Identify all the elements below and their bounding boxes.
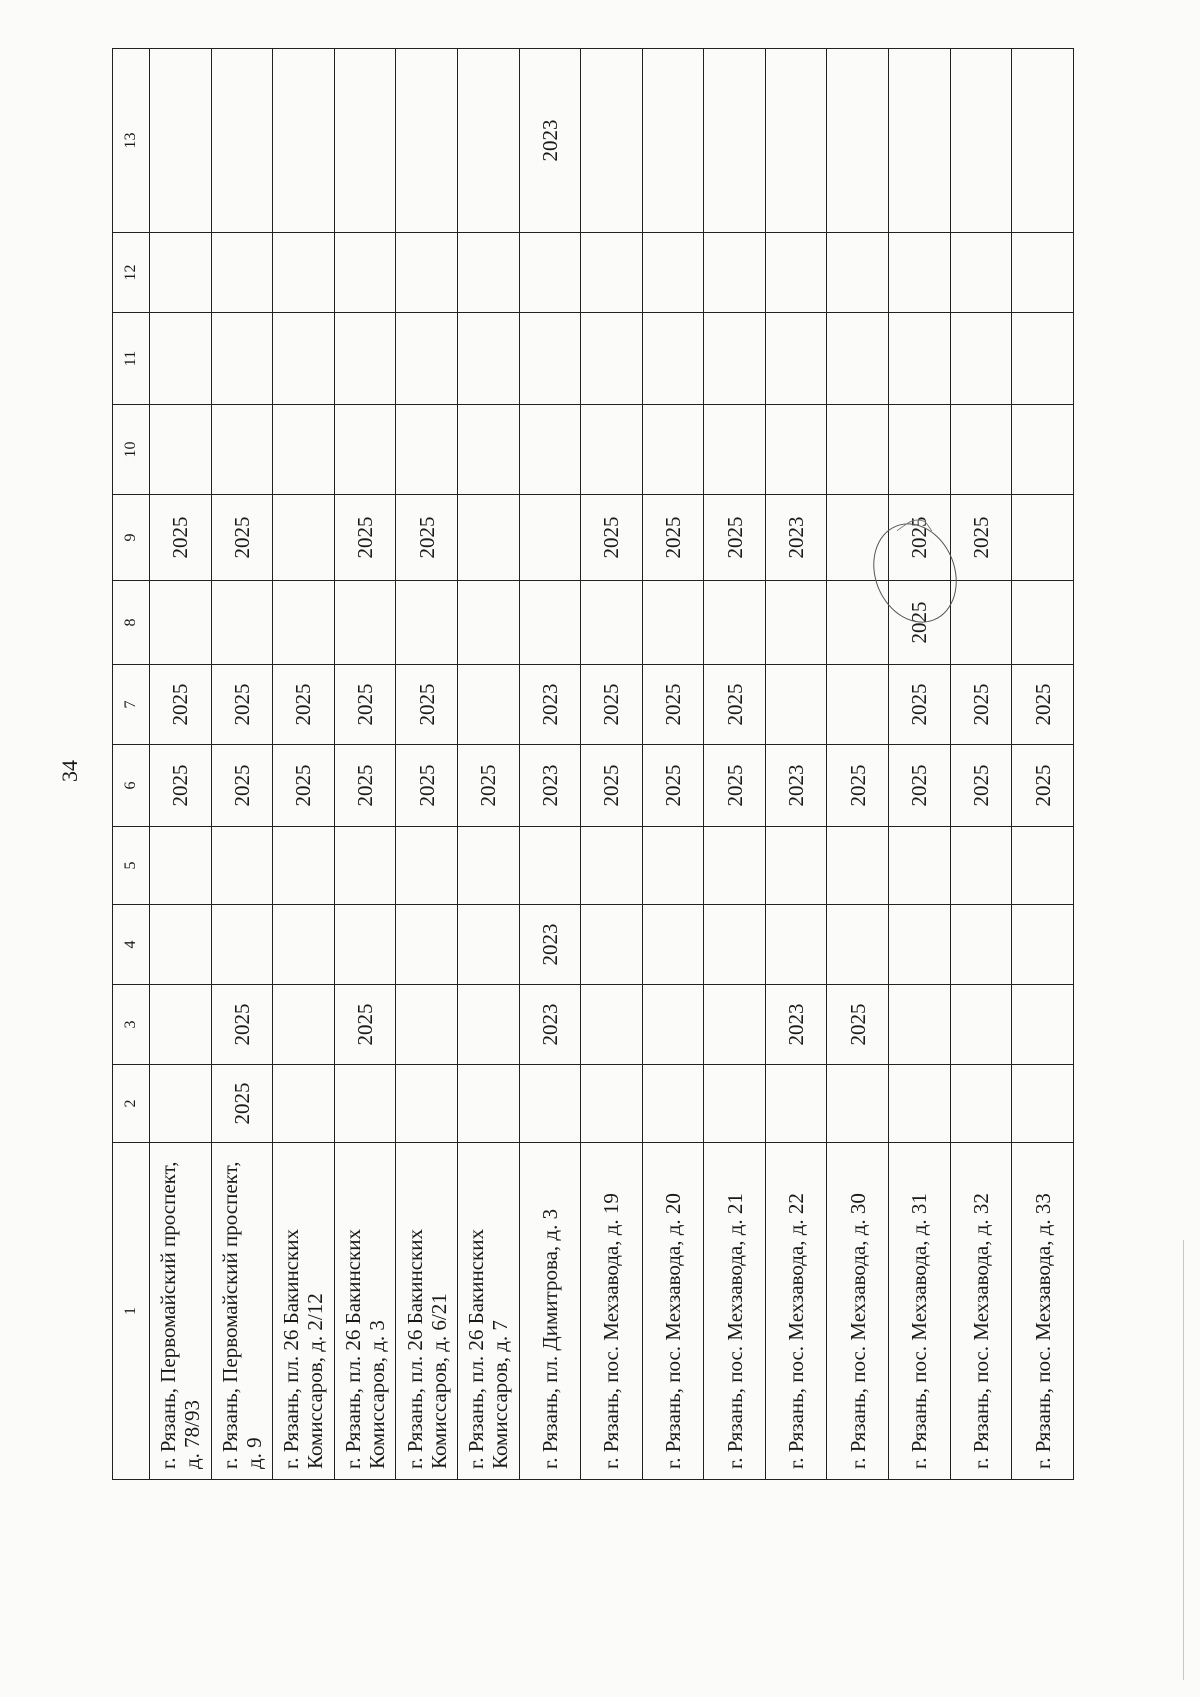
year-cell-col-5	[273, 827, 335, 905]
year-cell-col-12	[149, 233, 211, 313]
year-cell-col-3: 2025	[334, 985, 396, 1065]
table-row	[1012, 49, 1074, 1480]
year-cell-col-13	[642, 49, 704, 233]
table-row	[273, 49, 335, 1480]
year-cell-col-6: 2025	[642, 745, 704, 827]
year-cell-col-2	[519, 1065, 581, 1143]
year-cell-col-8	[1012, 581, 1074, 665]
year-cell-col-11	[149, 313, 211, 405]
year-cell-col-7: 2025	[642, 665, 704, 745]
year-cell-col-12	[457, 233, 519, 313]
year-cell-col-5	[827, 827, 889, 905]
column-number-7: 7	[113, 665, 150, 745]
year-cell-col-2	[827, 1065, 889, 1143]
year-cell-col-8	[950, 581, 1012, 665]
column-number-8: 8	[113, 581, 150, 665]
year-cell-col-4: 2023	[519, 905, 581, 985]
year-cell-col-9: 2025	[149, 495, 211, 581]
year-cell-col-2	[581, 1065, 643, 1143]
year-cell-col-8	[765, 581, 827, 665]
address-cell: г. Рязань, пл. 26 Бакинских Комиссаров, д. 3	[334, 1143, 396, 1480]
year-cell-col-6: 2025	[273, 745, 335, 827]
year-cell-col-6: 2025	[950, 745, 1012, 827]
year-cell-col-6: 2023	[765, 745, 827, 827]
year-cell-col-8	[581, 581, 643, 665]
year-cell-col-13	[211, 49, 273, 233]
year-cell-col-10	[1012, 405, 1074, 495]
year-cell-col-13	[457, 49, 519, 233]
table-row	[457, 49, 519, 1480]
address-cell: г. Рязань, пос. Мехзавода, д. 32	[950, 1143, 1012, 1480]
address-cell: г. Рязань, пос. Мехзавода, д. 33	[1012, 1143, 1074, 1480]
year-cell-col-2	[149, 1065, 211, 1143]
year-cell-col-9	[519, 495, 581, 581]
year-cell-col-2	[765, 1065, 827, 1143]
year-cell-col-12	[642, 233, 704, 313]
year-cell-col-6: 2025	[334, 745, 396, 827]
year-cell-col-2	[273, 1065, 335, 1143]
year-cell-col-7: 2025	[334, 665, 396, 745]
table-row	[950, 49, 1012, 1480]
address-cell: г. Рязань, Первомайский проспект, д. 78/93	[149, 1143, 211, 1480]
table-row	[211, 49, 273, 1480]
year-cell-col-13	[396, 49, 458, 233]
year-cell-col-6: 2025	[1012, 745, 1074, 827]
year-cell-col-10	[519, 405, 581, 495]
year-cell-col-7: 2025	[211, 665, 273, 745]
column-number-1: 1	[113, 1143, 150, 1480]
address-cell: г. Рязань, пос. Мехзавода, д. 20	[642, 1143, 704, 1480]
table-row	[149, 49, 211, 1480]
year-cell-col-8: 2025	[889, 581, 951, 665]
year-cell-col-7: 2025	[273, 665, 335, 745]
year-cell-col-2	[1012, 1065, 1074, 1143]
year-cell-col-8	[519, 581, 581, 665]
year-cell-col-2: 2025	[211, 1065, 273, 1143]
year-cell-col-4	[149, 905, 211, 985]
year-cell-col-4	[1012, 905, 1074, 985]
table-row	[889, 49, 951, 1480]
year-cell-col-7	[827, 665, 889, 745]
column-number-11: 11	[113, 313, 150, 405]
year-cell-col-9	[827, 495, 889, 581]
year-cell-col-12	[273, 233, 335, 313]
year-cell-col-12	[396, 233, 458, 313]
year-cell-col-8	[334, 581, 396, 665]
year-cell-col-11	[211, 313, 273, 405]
year-cell-col-10	[211, 405, 273, 495]
year-cell-col-8	[149, 581, 211, 665]
year-cell-col-12	[765, 233, 827, 313]
year-cell-col-9: 2023	[765, 495, 827, 581]
table-row	[581, 49, 643, 1480]
column-number-6: 6	[113, 745, 150, 827]
year-cell-col-13: 2023	[519, 49, 581, 233]
year-cell-col-10	[827, 405, 889, 495]
year-cell-col-3	[704, 985, 766, 1065]
year-cell-col-8	[827, 581, 889, 665]
address-cell: г. Рязань, пос. Мехзавода, д. 31	[889, 1143, 951, 1480]
year-cell-col-6: 2025	[704, 745, 766, 827]
year-cell-col-2	[396, 1065, 458, 1143]
year-cell-col-2	[950, 1065, 1012, 1143]
address-cell: г. Рязань, пос. Мехзавода, д. 22	[765, 1143, 827, 1480]
year-cell-col-6: 2025	[889, 745, 951, 827]
year-cell-col-7: 2025	[581, 665, 643, 745]
year-cell-col-4	[889, 905, 951, 985]
year-cell-col-12	[334, 233, 396, 313]
column-number-row	[113, 49, 150, 1480]
year-cell-col-7: 2023	[519, 665, 581, 745]
year-cell-col-9: 2025	[950, 495, 1012, 581]
year-cell-col-3: 2025	[211, 985, 273, 1065]
year-cell-col-13	[581, 49, 643, 233]
year-cell-col-11	[704, 313, 766, 405]
year-cell-col-2	[889, 1065, 951, 1143]
year-cell-col-8	[642, 581, 704, 665]
year-cell-col-10	[581, 405, 643, 495]
year-cell-col-2	[334, 1065, 396, 1143]
year-cell-col-5	[211, 827, 273, 905]
year-cell-col-5	[950, 827, 1012, 905]
year-cell-col-6: 2025	[581, 745, 643, 827]
year-cell-col-2	[704, 1065, 766, 1143]
rotated-table-wrapper	[112, 49, 1074, 1480]
year-cell-col-8	[457, 581, 519, 665]
year-cell-col-7: 2025	[1012, 665, 1074, 745]
year-cell-col-6: 2025	[396, 745, 458, 827]
year-cell-col-12	[581, 233, 643, 313]
address-cell: г. Рязань, пл. 26 Бакинских Комиссаров, д. 7	[457, 1143, 519, 1480]
year-cell-col-12	[889, 233, 951, 313]
year-cell-col-3	[273, 985, 335, 1065]
address-cell: г. Рязань, пос. Мехзавода, д. 21	[704, 1143, 766, 1480]
year-cell-col-10	[704, 405, 766, 495]
year-cell-col-11	[457, 313, 519, 405]
year-cell-col-5	[519, 827, 581, 905]
year-cell-col-9: 2025	[642, 495, 704, 581]
year-cell-col-10	[149, 405, 211, 495]
table-row	[396, 49, 458, 1480]
year-cell-col-12	[519, 233, 581, 313]
year-cell-col-12	[1012, 233, 1074, 313]
year-cell-col-5	[457, 827, 519, 905]
year-cell-col-3	[950, 985, 1012, 1065]
year-cell-col-4	[396, 905, 458, 985]
column-number-13: 13	[113, 49, 150, 233]
year-cell-col-5	[1012, 827, 1074, 905]
table-row	[334, 49, 396, 1480]
year-cell-col-5	[765, 827, 827, 905]
year-cell-col-11	[519, 313, 581, 405]
column-number-10: 10	[113, 405, 150, 495]
year-cell-col-9: 2025	[211, 495, 273, 581]
year-cell-col-5	[334, 827, 396, 905]
year-cell-col-3	[457, 985, 519, 1065]
year-cell-col-9: 2025	[581, 495, 643, 581]
year-cell-col-11	[273, 313, 335, 405]
year-cell-col-8	[273, 581, 335, 665]
address-cell: г. Рязань, пл. 26 Бакинских Комиссаров, д. 2/12	[273, 1143, 335, 1480]
year-cell-col-11	[396, 313, 458, 405]
year-cell-col-8	[396, 581, 458, 665]
year-cell-col-3: 2023	[519, 985, 581, 1065]
year-cell-col-10	[889, 405, 951, 495]
address-cell: г. Рязань, пл. Димитрова, д. 3	[519, 1143, 581, 1480]
year-cell-col-10	[642, 405, 704, 495]
year-cell-col-12	[211, 233, 273, 313]
year-cell-col-2	[642, 1065, 704, 1143]
year-cell-col-8	[704, 581, 766, 665]
year-cell-col-12	[827, 233, 889, 313]
year-cell-col-9: 2025	[334, 495, 396, 581]
column-number-12: 12	[113, 233, 150, 313]
year-cell-col-5	[581, 827, 643, 905]
address-cell: г. Рязань, пл. 26 Бакинских Комиссаров, д. 6/21	[396, 1143, 458, 1480]
year-cell-col-4	[211, 905, 273, 985]
year-cell-col-9: 2025	[396, 495, 458, 581]
year-cell-col-3: 2023	[765, 985, 827, 1065]
page-number: 34	[57, 760, 82, 782]
year-cell-col-7: 2025	[704, 665, 766, 745]
year-cell-col-7: 2025	[889, 665, 951, 745]
year-cell-col-13	[889, 49, 951, 233]
year-cell-col-8	[211, 581, 273, 665]
year-cell-col-13	[765, 49, 827, 233]
year-cell-col-11	[1012, 313, 1074, 405]
table-row	[519, 49, 581, 1480]
year-cell-col-3	[642, 985, 704, 1065]
year-cell-col-11	[950, 313, 1012, 405]
year-cell-col-13	[149, 49, 211, 233]
address-cell: г. Рязань, пос. Мехзавода, д. 19	[581, 1143, 643, 1480]
year-cell-col-13	[704, 49, 766, 233]
year-cell-col-11	[642, 313, 704, 405]
year-cell-col-5	[642, 827, 704, 905]
year-cell-col-10	[765, 405, 827, 495]
year-cell-col-13	[950, 49, 1012, 233]
year-cell-col-4	[827, 905, 889, 985]
table-row	[642, 49, 704, 1480]
year-cell-col-13	[334, 49, 396, 233]
address-cell: г. Рязань, Первомайский проспект, д. 9	[211, 1143, 273, 1480]
column-number-9: 9	[113, 495, 150, 581]
year-cell-col-3	[889, 985, 951, 1065]
column-number-4: 4	[113, 905, 150, 985]
year-cell-col-7	[765, 665, 827, 745]
scan-margin-line	[1183, 1240, 1184, 1680]
year-cell-col-6: 2023	[519, 745, 581, 827]
year-cell-col-11	[827, 313, 889, 405]
year-cell-col-10	[396, 405, 458, 495]
year-cell-col-4	[334, 905, 396, 985]
year-cell-col-11	[581, 313, 643, 405]
year-cell-col-7	[457, 665, 519, 745]
year-cell-col-4	[704, 905, 766, 985]
year-cell-col-10	[457, 405, 519, 495]
year-cell-col-5	[889, 827, 951, 905]
year-cell-col-13	[273, 49, 335, 233]
year-cell-col-6: 2025	[457, 745, 519, 827]
year-cell-col-4	[642, 905, 704, 985]
year-cell-col-13	[827, 49, 889, 233]
table-row	[827, 49, 889, 1480]
year-cell-col-6: 2025	[827, 745, 889, 827]
year-cell-col-9	[1012, 495, 1074, 581]
year-cell-col-13	[1012, 49, 1074, 233]
year-cell-col-5	[396, 827, 458, 905]
year-cell-col-5	[704, 827, 766, 905]
year-cell-col-9	[457, 495, 519, 581]
year-cell-col-4	[581, 905, 643, 985]
year-cell-col-3	[149, 985, 211, 1065]
year-cell-col-4	[457, 905, 519, 985]
year-cell-col-11	[334, 313, 396, 405]
year-cell-col-3	[581, 985, 643, 1065]
year-cell-col-9: 2025	[889, 495, 951, 581]
year-cell-col-12	[704, 233, 766, 313]
year-cell-col-3: 2025	[827, 985, 889, 1065]
year-cell-col-5	[149, 827, 211, 905]
year-cell-col-4	[273, 905, 335, 985]
year-cell-col-10	[334, 405, 396, 495]
year-cell-col-11	[889, 313, 951, 405]
year-cell-col-4	[765, 905, 827, 985]
year-cell-col-9	[273, 495, 335, 581]
year-cell-col-4	[950, 905, 1012, 985]
year-cell-col-7: 2025	[396, 665, 458, 745]
address-cell: г. Рязань, пос. Мехзавода, д. 30	[827, 1143, 889, 1480]
year-cell-col-12	[950, 233, 1012, 313]
table-row	[765, 49, 827, 1480]
year-cell-col-10	[950, 405, 1012, 495]
year-cell-col-6: 2025	[149, 745, 211, 827]
year-cell-col-3	[396, 985, 458, 1065]
table-body	[113, 49, 1074, 1480]
table-row	[704, 49, 766, 1480]
year-cell-col-11	[765, 313, 827, 405]
column-number-2: 2	[113, 1065, 150, 1143]
column-number-3: 3	[113, 985, 150, 1065]
column-number-5: 5	[113, 827, 150, 905]
year-cell-col-2	[457, 1065, 519, 1143]
year-cell-col-3	[1012, 985, 1074, 1065]
year-cell-col-7: 2025	[149, 665, 211, 745]
schedule-table	[112, 48, 1074, 1480]
year-cell-col-7: 2025	[950, 665, 1012, 745]
year-cell-col-10	[273, 405, 335, 495]
year-cell-col-6: 2025	[211, 745, 273, 827]
year-cell-col-9: 2025	[704, 495, 766, 581]
